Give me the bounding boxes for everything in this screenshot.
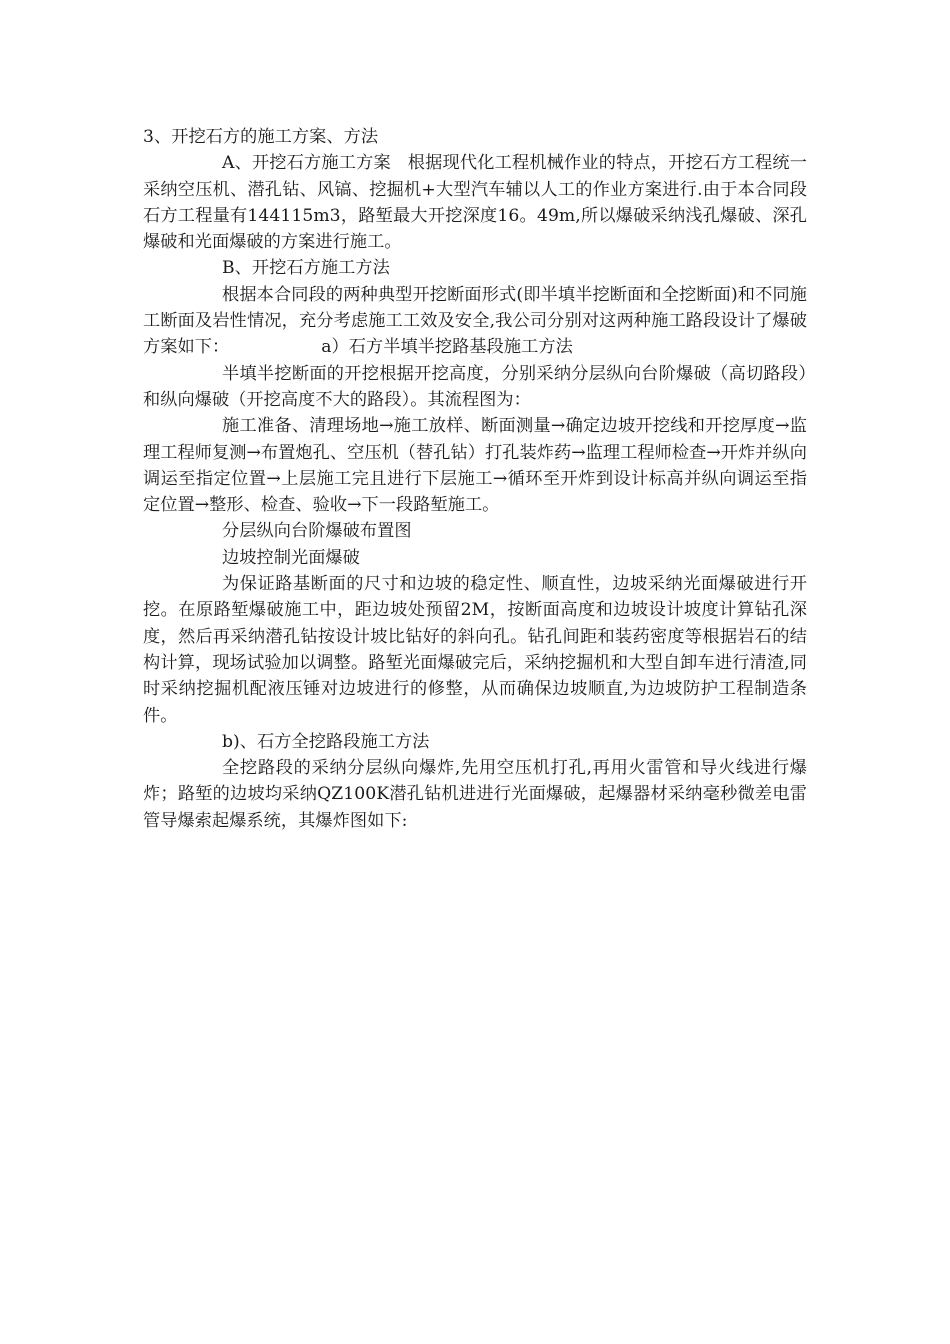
subsection-a-title: a）石方半填半挖路基段施工方法 [321, 337, 573, 358]
subsection-a-body: 半填半挖断面的开挖根据开挖高度，分别采纳分层纵向台阶爆破（高切路段）和纵向爆破（开挖高度不大的路段）。其流程图为： [143, 363, 807, 410]
slope-control-title: 边坡控制光面爆破 [222, 547, 360, 568]
section-a-paragraph [143, 150, 807, 255]
subsection-b-body: 全挖路段的采纳分层纵向爆炸,先用空压机打孔,再用火雷管和导火线进行爆炸；路堑的边坡均采纳QZ100K潜孔钻机进进行光面爆破，起爆器材采纳毫秒微差电雷管导爆索起爆系统，其爆炸图如下: [143, 758, 807, 831]
section-b-intro: 根据本合同段的两种典型开挖断面形式(即半填半挖断面和全挖断面)和不同施工断面及岩性情况，充分考虑施工工效及安全,我公司分别对这两种施工路段设计了爆破方案如下： [143, 284, 807, 358]
document-body [143, 124, 807, 834]
figure-caption: 分层纵向台阶爆破布置图 [222, 521, 412, 542]
section-b-intro-paragraph [143, 282, 807, 361]
construction-flow: 施工准备、清理场地→施工放样、断面测量→确定边坡开挖线和开挖厚度→监理工程师复测→布置炮孔、空压机（替孔钻）打孔装炸药→监理工程师检查→开炸并纵向调运至指定位置→上层施工完且进行下层施工→循环至开炸到设计标高并纵向调运至指定位置→整形、检查、验收→下一段路堑施工。 [143, 416, 807, 516]
subsection-b-title: b)、石方全挖路段施工方法 [222, 731, 430, 752]
section-a-body: 根据现代化工程机械作业的特点，开挖石方工程统一采纳空压机、潜孔钻、风镐、挖掘机+大型汽车辅以人工的作业方案进行.由于本合同段石方工程量有144115m3，路堑最大开挖深度16。49m,所以爆破采纳浅孔爆破、深孔爆破和光面爆破的方案进行施工。 [143, 153, 807, 253]
section-heading: 3、开挖石方的施工方案、方法 [143, 127, 379, 147]
section-b-label: B、开挖石方施工方法 [222, 258, 390, 279]
slope-control-body: 为保证路基断面的尺寸和边坡的稳定性、顺直性，边坡采纳光面爆破进行开挖。在原路堑爆破施工中，距边坡处预留2M，按断面高度和边坡设计坡度计算钻孔深度，然后再采纳潜孔钻按设计坡比钻好的斜向孔。钻孔间距和装药密度等根据岩石的结构计算，现场试验加以调整。路堑光面爆破完后，采纳挖掘机和大型自卸车进行清渣,同时采纳挖掘机配液压锤对边坡进行的修整，从而确保边坡顺直,为边坡防护工程制造条件。 [143, 574, 807, 726]
section-a-label: A、开挖石方施工方案 [222, 153, 391, 174]
